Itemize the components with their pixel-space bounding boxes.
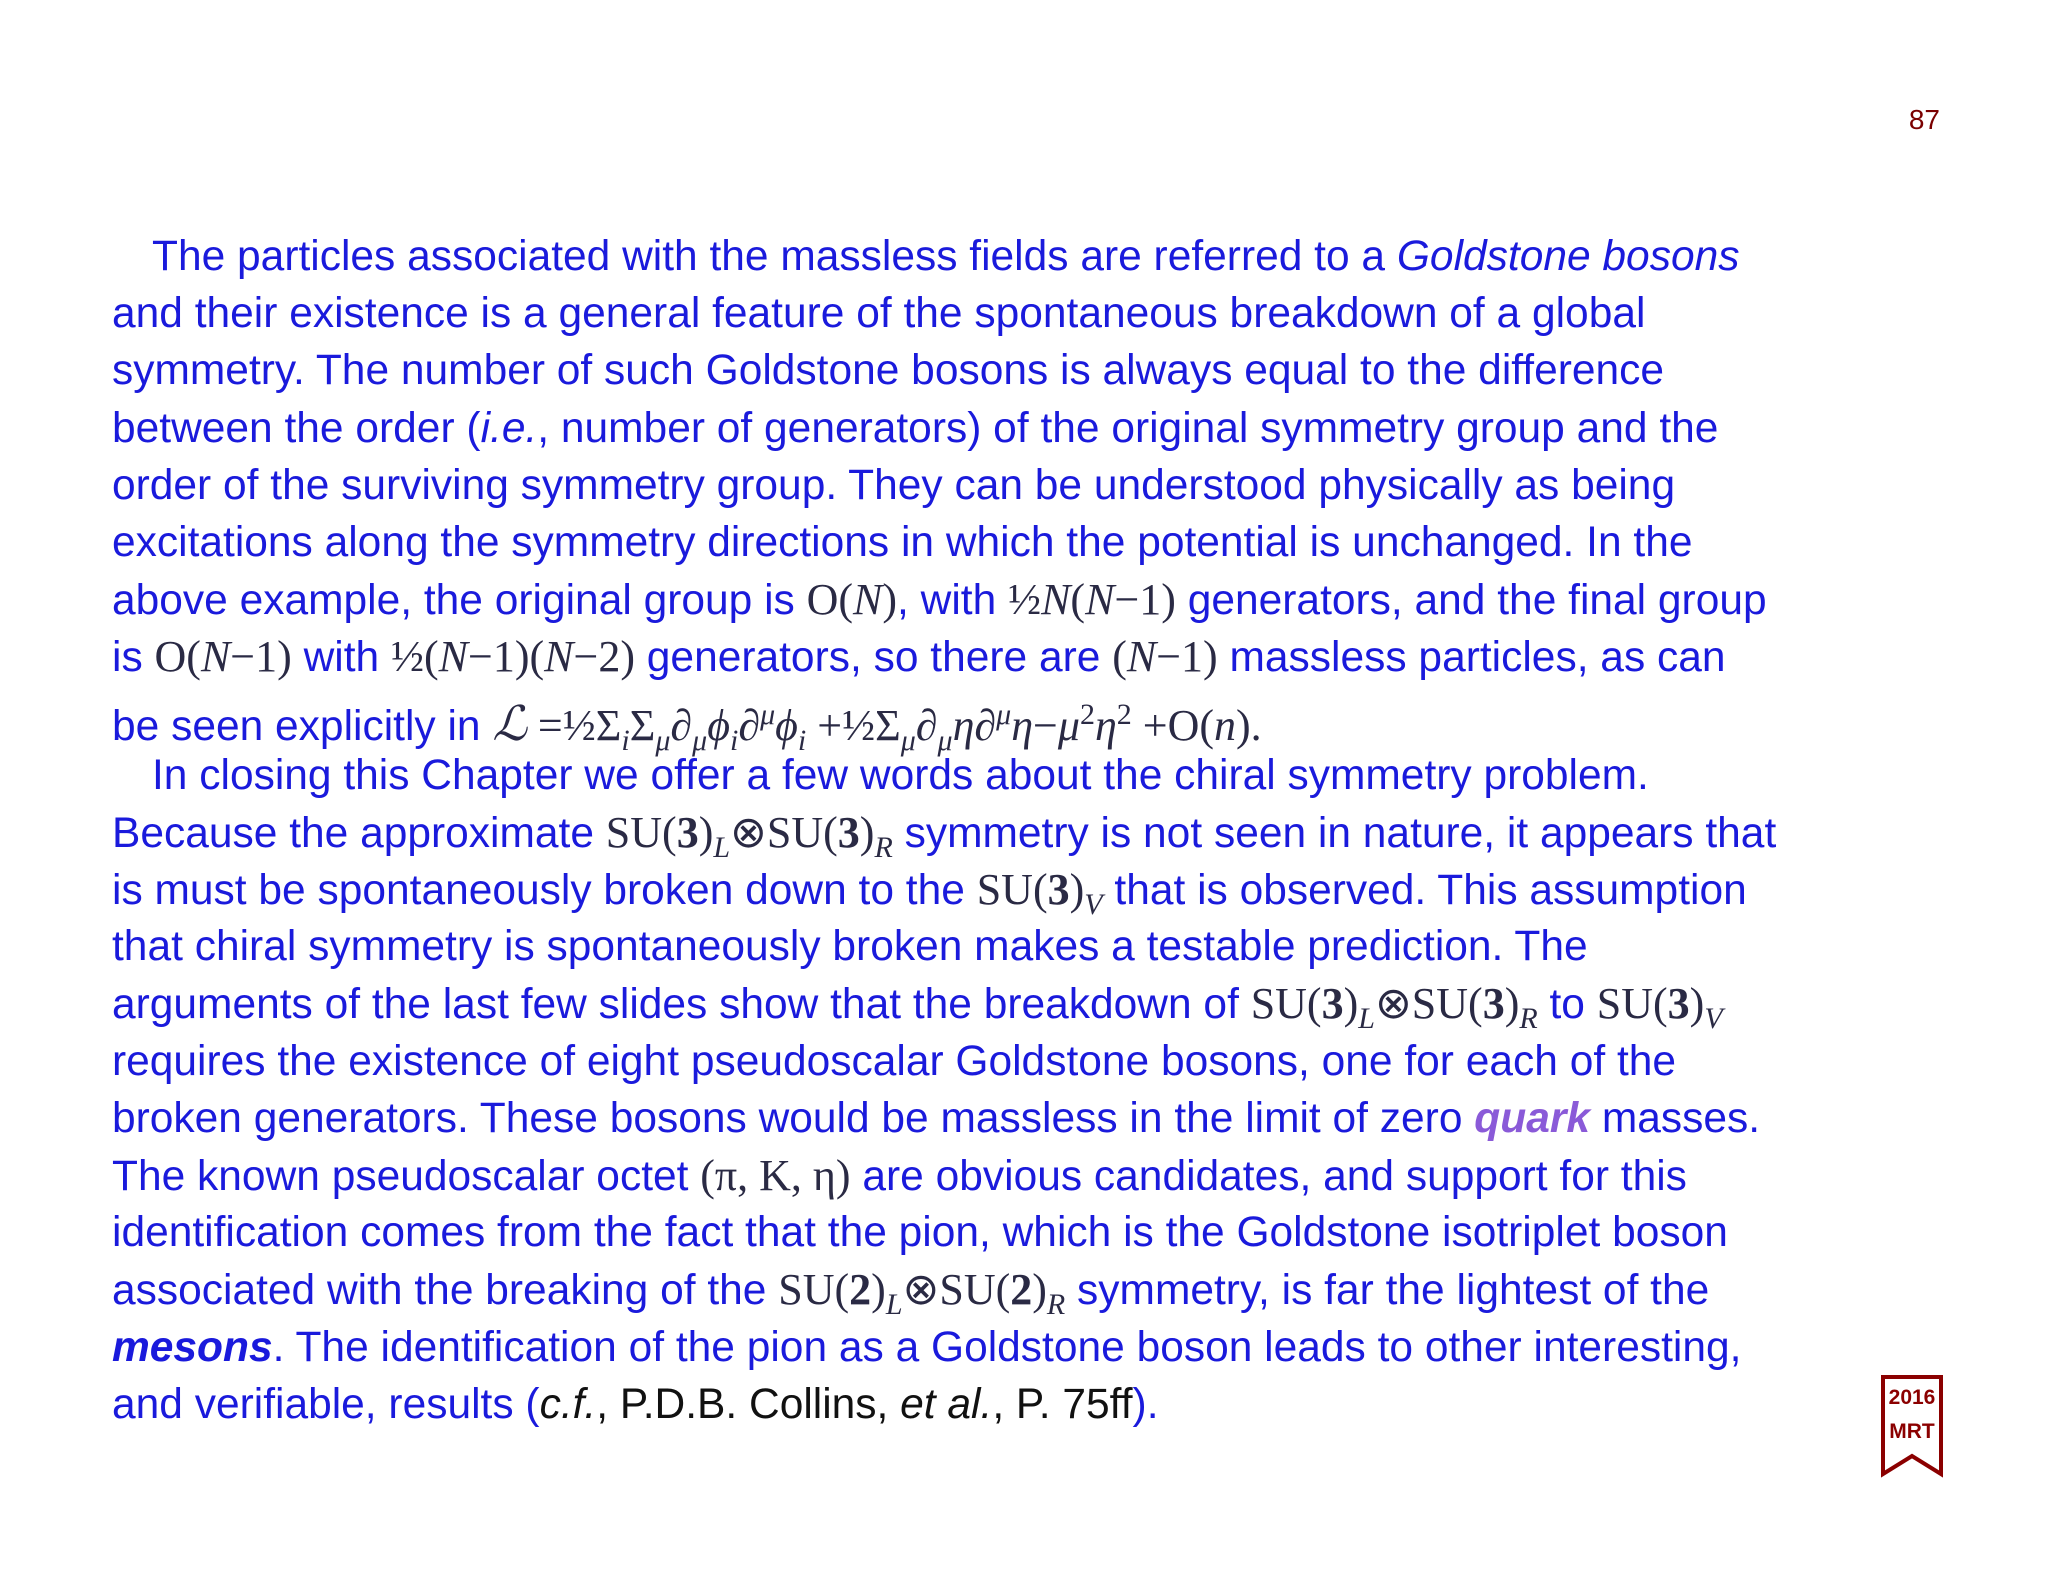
math-glyph: L xyxy=(885,1288,903,1322)
math-glyph: 3 xyxy=(1047,865,1070,915)
math-glyph: 3 xyxy=(837,807,860,857)
math-octet: (π, K, η) xyxy=(700,1151,851,1200)
math-glyph: O( xyxy=(154,632,201,682)
math-glyph: 2 xyxy=(1079,697,1095,731)
math-glyph: μ xyxy=(692,723,708,757)
math-glyph: ) xyxy=(1504,979,1520,1029)
math-glyph: V xyxy=(1084,888,1103,922)
math-glyph: ∂ xyxy=(915,700,938,750)
math-glyph: R xyxy=(1046,1288,1066,1322)
text-run: arguments of the last few slides show that the breakdown of xyxy=(112,981,1251,1029)
math-glyph: −1 xyxy=(468,632,515,682)
math-glyph: ⊗SU( xyxy=(1374,979,1483,1029)
text-run: The particles associated with the massless fields are referred to a xyxy=(152,233,1397,280)
math-group-ON xyxy=(807,577,897,624)
text-line: identification comes from the fact that the pion, which is the Goldstone isotriplet boson xyxy=(112,1209,1728,1257)
text-line xyxy=(112,400,1952,457)
math-glyph: −2 xyxy=(573,632,621,682)
math-glyph: i xyxy=(797,723,807,757)
math-glyph: +O( xyxy=(1131,700,1215,750)
math-glyph: μ xyxy=(655,723,671,757)
math-glyph: ∂ xyxy=(738,700,761,750)
text-line: excitations along the symmetry directions in which the potential is unchanged. In the xyxy=(112,518,1693,566)
math-glyph: ½ xyxy=(390,632,424,682)
math-glyph: L xyxy=(713,830,731,864)
math-glyph: ∂ xyxy=(670,700,693,750)
text-run: symmetry is not seen in nature, it appears that xyxy=(892,809,1777,857)
math-glyph: −1 xyxy=(1156,632,1204,682)
math-glyph: i xyxy=(729,723,739,757)
math-glyph: − xyxy=(1033,700,1058,750)
math-glyph: ) xyxy=(1203,632,1218,682)
text-run: The known pseudoscalar octet xyxy=(112,1153,701,1200)
math-glyph: N xyxy=(1126,632,1157,682)
math-glyph: ). xyxy=(1236,700,1262,750)
text-run: generators, so there are xyxy=(634,634,1113,682)
reference-et-al: et al. xyxy=(900,1380,993,1428)
math-su2-chiral xyxy=(778,1265,1066,1322)
math-glyph: 3 xyxy=(1321,979,1344,1029)
math-glyph: V xyxy=(1704,1002,1723,1036)
text-run: between the order ( xyxy=(112,404,481,452)
text-run: generators, and the final group xyxy=(1175,577,1767,625)
math-glyph: −1 xyxy=(1114,575,1162,625)
emphasis-goldstone-bosons: Goldstone bosons xyxy=(1396,233,1740,280)
paragraph-chiral-symmetry xyxy=(112,747,1952,1433)
text-line xyxy=(112,804,1952,864)
math-glyph: ) xyxy=(882,575,898,625)
math-su3-v xyxy=(976,865,1103,922)
math-glyph: N xyxy=(544,632,574,682)
math-glyph: 2 xyxy=(849,1265,872,1315)
keyword-mesons: mesons xyxy=(112,1323,273,1371)
math-glyph: η xyxy=(1011,700,1034,750)
text-line xyxy=(112,1090,1952,1147)
math-glyph: SU( xyxy=(605,807,677,857)
text-line xyxy=(112,975,1952,1036)
text-line xyxy=(112,1147,1952,1204)
bookmark-ribbon-icon xyxy=(1880,1374,1944,1478)
text-run: Because the approximate xyxy=(112,809,606,857)
math-glyph: ( xyxy=(1070,575,1086,625)
math-glyph: ( xyxy=(1112,632,1127,682)
mrt-bookmark-logo xyxy=(1880,1374,1944,1478)
math-glyph: ) xyxy=(277,632,292,682)
text-run: broken generators. These bosons would be massless in the limit of zero xyxy=(112,1094,1475,1142)
math-glyph: ( xyxy=(423,632,439,682)
math-glyph: ) xyxy=(1689,979,1705,1029)
text-line: order of the surviving symmetry group. They can be understood physically as being xyxy=(112,461,1676,509)
text-run: to xyxy=(1537,981,1597,1029)
math-glyph: O( xyxy=(806,575,854,625)
logo-initials: MRT xyxy=(1889,1420,1935,1443)
text-run: is must be spontaneously broken down to the xyxy=(112,867,977,915)
math-glyph: 2 xyxy=(1010,1265,1033,1315)
text-line xyxy=(112,861,1952,922)
math-glyph: SU( xyxy=(1596,979,1668,1029)
text-line xyxy=(112,686,1952,757)
math-generators-ON-1 xyxy=(391,634,635,681)
math-glyph: ∂ xyxy=(974,700,997,750)
text-line xyxy=(112,571,1952,628)
math-glyph: =½Σ xyxy=(526,700,622,750)
math-glyph: ⊗SU( xyxy=(902,1265,1011,1315)
math-glyph: N xyxy=(1085,575,1115,625)
text-line: requires the existence of eight pseudoscalar Goldstone bosons, one for each of the xyxy=(112,1037,1677,1085)
math-glyph: SU( xyxy=(976,865,1048,915)
math-glyph: μ xyxy=(900,723,916,757)
slide-body xyxy=(112,228,1952,1433)
math-glyph: ⊗SU( xyxy=(730,807,838,857)
math-glyph: ) xyxy=(1161,575,1176,625)
logo-year: 2016 xyxy=(1888,1386,1936,1409)
math-glyph: ) xyxy=(859,807,875,857)
math-glyph: η xyxy=(952,700,975,750)
text-line xyxy=(112,747,1952,804)
math-su3-chiral xyxy=(1250,979,1538,1036)
paragraph-goldstone xyxy=(112,228,1952,757)
math-glyph: ) xyxy=(698,807,714,857)
math-glyph: μ xyxy=(996,697,1012,731)
math-glyph: 3 xyxy=(676,807,699,857)
text-run: massless particles, as can xyxy=(1217,634,1726,682)
math-glyph: N xyxy=(1041,575,1071,625)
text-run: masses. xyxy=(1590,1094,1761,1142)
math-glyph: ) xyxy=(1069,865,1085,915)
math-glyph: 2 xyxy=(1116,697,1132,731)
math-su3-chiral xyxy=(605,807,893,864)
math-glyph: ) xyxy=(514,632,530,682)
math-glyph: L xyxy=(1358,1002,1375,1036)
math-glyph: μ xyxy=(937,723,953,757)
text-run: associated with the breaking of the xyxy=(112,1267,779,1315)
math-su3-v xyxy=(1596,979,1723,1036)
math-glyph: ) xyxy=(1032,1265,1047,1315)
math-group-ON-1 xyxy=(155,634,292,681)
math-glyph: ) xyxy=(1343,979,1359,1029)
text-line: symmetry. The number of such Goldstone bosons is always equal to the difference xyxy=(112,347,1665,395)
math-glyph: ϕ xyxy=(707,700,730,750)
text-run: In closing this Chapter we offer a few words about the chiral symmetry problem. xyxy=(152,751,1649,799)
math-glyph: SU( xyxy=(1250,979,1322,1029)
text-run: above example, the original group is xyxy=(112,577,807,625)
math-glyph: 3 xyxy=(1482,979,1505,1029)
math-generators-ON xyxy=(1008,577,1176,624)
text-run: . The identification of the pion as a Goldstone boson leads to other interesting, xyxy=(272,1323,1742,1371)
reference-author: , P.D.B. Collins, xyxy=(596,1380,901,1428)
math-glyph: ℒ xyxy=(492,697,527,751)
math-glyph: SU( xyxy=(778,1265,850,1315)
page-number: 87 xyxy=(1908,104,1940,135)
math-glyph: N xyxy=(200,632,231,682)
text-line: and their existence is a general feature of the spontaneous breakdown of a global xyxy=(112,290,1646,338)
math-glyph: η xyxy=(1094,700,1117,750)
text-line xyxy=(112,628,1952,685)
math-glyph: ϕ xyxy=(775,700,798,750)
text-line xyxy=(112,1261,1952,1322)
math-glyph: ) xyxy=(620,632,635,682)
text-run: that is observed. This assumption xyxy=(1102,867,1747,915)
keyword-quark: quark xyxy=(1474,1094,1591,1142)
text-line xyxy=(112,1319,1952,1376)
text-line: that chiral symmetry is spontaneously broken makes a testable prediction. The xyxy=(112,923,1588,971)
math-glyph: N xyxy=(438,632,468,682)
text-line xyxy=(112,228,1952,285)
math-glyph: i xyxy=(621,723,630,757)
math-lagrangian xyxy=(492,697,1262,757)
text-run: , number of generators) of the original symmetry group and the xyxy=(537,404,1719,452)
math-glyph: ) xyxy=(871,1265,886,1315)
math-glyph: −1 xyxy=(230,632,278,682)
math-glyph: R xyxy=(1519,1002,1538,1036)
text-run: with xyxy=(291,634,391,682)
math-glyph: Σ xyxy=(629,700,656,750)
emphasis-ie: i.e. xyxy=(480,404,538,452)
math-glyph: +½Σ xyxy=(806,700,901,750)
math-glyph: ½ xyxy=(1008,575,1042,625)
math-glyph: μ xyxy=(760,697,776,731)
math-glyph: ( xyxy=(529,632,545,682)
reference-cf: c.f. xyxy=(539,1380,597,1428)
text-run: are obvious candidates, and support for this xyxy=(850,1153,1687,1200)
text-run: ). xyxy=(1132,1380,1159,1428)
math-glyph: n xyxy=(1214,700,1237,750)
text-run: be seen explicitly in xyxy=(112,702,493,750)
text-run: is xyxy=(112,634,155,682)
math-glyph: N xyxy=(853,575,883,625)
text-run: , with xyxy=(897,577,1009,625)
reference-page: , P. 75ff xyxy=(992,1380,1133,1428)
text-run: and verifiable, results ( xyxy=(112,1380,540,1428)
text-line xyxy=(112,1376,1952,1433)
math-glyph: 3 xyxy=(1667,979,1690,1029)
math-glyph: R xyxy=(874,830,893,864)
math-glyph: μ xyxy=(1057,700,1080,750)
text-run: symmetry, is far the lightest of the xyxy=(1065,1267,1710,1315)
math-massless-count xyxy=(1112,634,1218,681)
